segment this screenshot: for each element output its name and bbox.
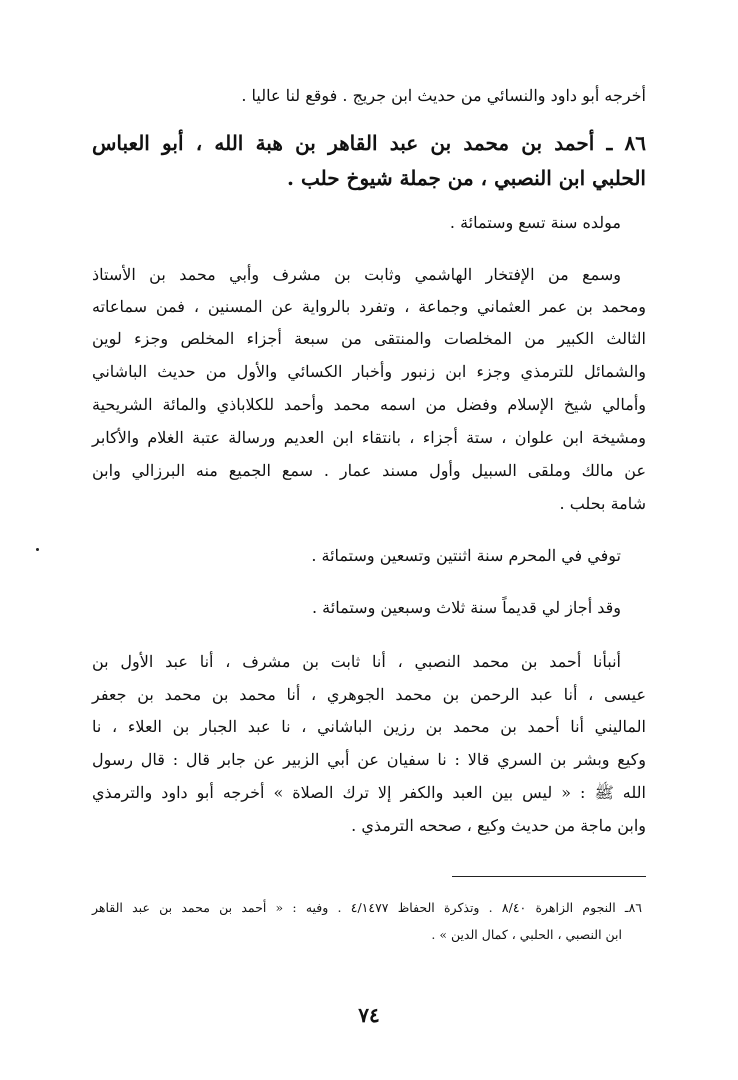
birth-line: مولده سنة تسع وستمائة . <box>449 213 621 232</box>
paragraph-line-6: ومشيخة ابن علوان ، ستة أجزاء ، بانتقاء ابن العديم ورسالة عتبة الغلام والأكابر <box>92 428 646 447</box>
entry-86-heading-line-1: ٨٦ ـ أحمد بن محمد بن عبد القاهر بن هبة الله ، أبو العباس <box>92 131 646 155</box>
paragraph-line-8: شامة بحلب . <box>559 494 646 513</box>
entry-86-heading-line-2: الحلبي ابن النصبي ، من جملة شيوخ حلب . <box>287 166 646 190</box>
ijaza-line: وقد أجاز لي قديماً سنة ثلاث وسبعين وستمائة . <box>312 598 621 617</box>
text-line-1: أخرجه أبو داود والنسائي من حديث ابن جريج . فوقع لنا عاليا . <box>241 86 646 105</box>
paragraph-line-3: الثالث الكبير من المخلصات والمنتقى من سبعة أجزاء المخلص وجزء لوين <box>92 329 646 348</box>
footnote-divider <box>452 876 646 877</box>
footnote-line-2: ابن النصبي ، الحلبي ، كمال الدين » . <box>431 927 622 942</box>
footnote-line-1: ٨٦ـ النجوم الزاهرة ٨/٤٠ . وتذكرة الحفاظ ٤/١٤٧٧ . وفيه : « أحمد بن محمد بن عبد القاهر <box>92 900 643 915</box>
paragraph-line-7: عن مالك وملقى السبيل وأول مسند عمار . سمع الجميع منه البرزالي وابن <box>92 461 646 480</box>
scan-speck <box>36 548 39 551</box>
isnad-line-3: الماليني أنا أحمد بن محمد بن رزين الباشاني ، نا عبد الجبار بن العلاء ، نا <box>92 717 646 736</box>
isnad-line-1: أنبأنا أحمد بن محمد النصبي ، أنا ثابت بن مشرف ، أنا عبد الأول بن <box>92 652 621 671</box>
paragraph-line-5: وأمالي شيخ الإسلام وفضل من اسمه محمد وأحمد للكلاباذي والمائة الشريحية <box>92 395 646 414</box>
isnad-line-4: وكيع وبشر بن السري قالا : نا سفيان عن أبي الزبير عن جابر قال : قال رسول <box>92 750 646 769</box>
paragraph-line-2: ومحمد بن عمر العثماني وجماعة ، وتفرد بالرواية عن المسنين ، فمن سماعاته <box>92 297 646 316</box>
isnad-line-6: وابن ماجة من حديث وكيع ، صححه الترمذي . <box>351 816 646 835</box>
death-line: توفي في المحرم سنة اثنتين وتسعين وستمائة . <box>311 546 621 565</box>
paragraph-line-4: والشمائل للترمذي وجزء ابن زنبور وأخبار الكسائي والأول من حديث الباشاني <box>92 362 646 381</box>
paragraph-line-1: وسمع من الإفتخار الهاشمي وثابت بن مشرف وأبي محمد بن الأستاذ <box>92 265 621 284</box>
isnad-line-2: عيسى ، أنا عبد الرحمن بن محمد الجوهري ، أنا محمد بن محمد بن جعفر <box>92 685 646 704</box>
page-number: ٧٤ <box>358 1003 380 1027</box>
isnad-line-5: الله ﷺ : « ليس بين العبد والكفر إلا ترك الصلاة » أخرجه أبو داود والترمذي <box>92 783 646 802</box>
